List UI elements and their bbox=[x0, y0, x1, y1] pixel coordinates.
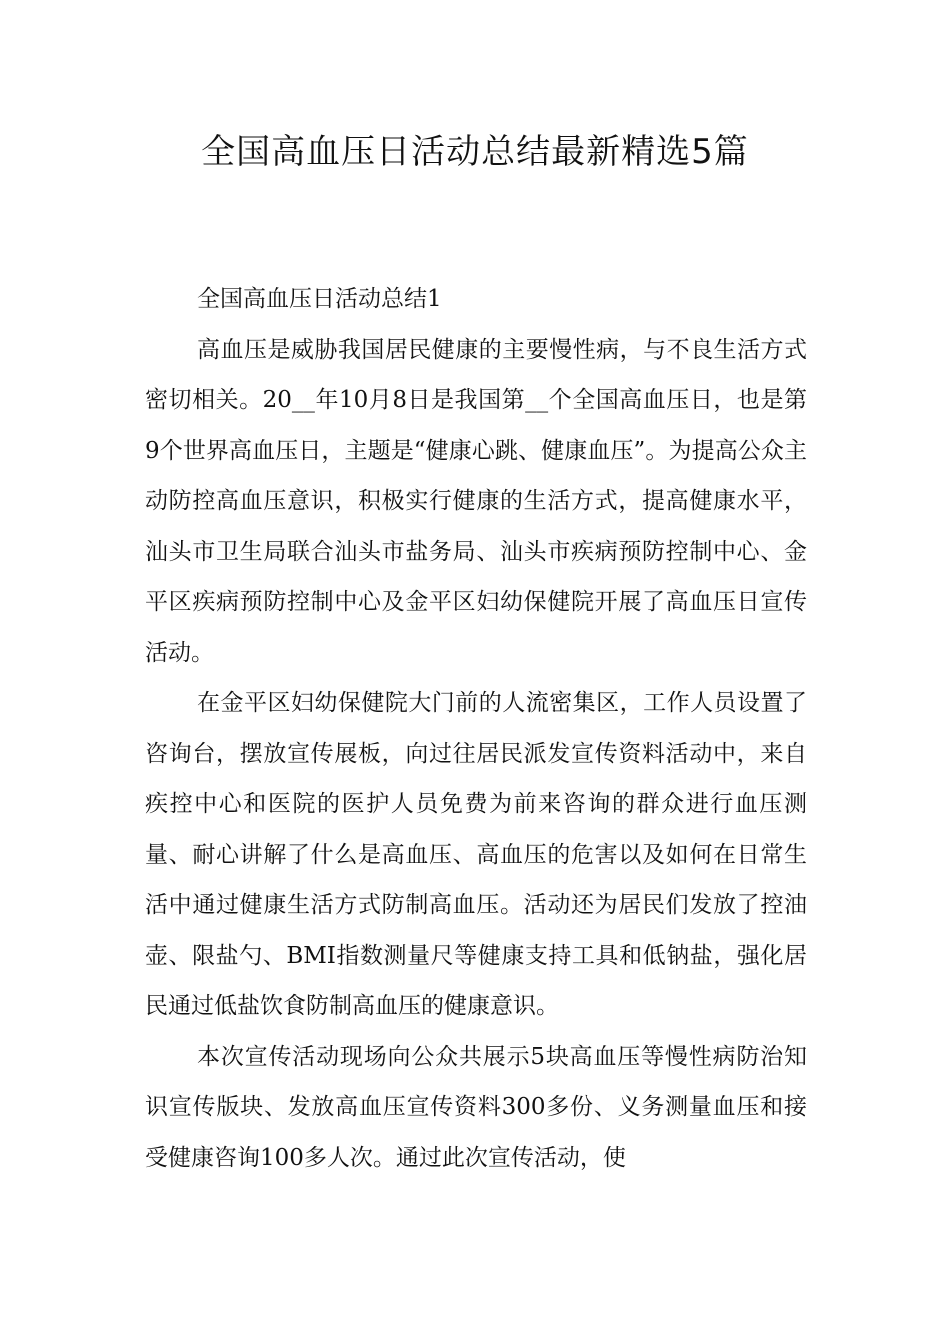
paragraph-1: 高血压是威胁我国居民健康的主要慢性病，与不良生活方式密切相关。20__年10月8日是我国第__个全国高血压日，也是第9个世界高血压日，主题是“健康心跳、健康血压”。为提高公众主动防控高血压意识，积极实行健康的生活方式，提高健康水平，汕头市卫生局联合汕头市盐务局、汕头市疾病预防控制中心、金平区疾病预防控制中心及金平区妇幼保健院开展了高血压日宣传活动。 bbox=[145, 336, 807, 666]
paragraph-2: 在金平区妇幼保健院大门前的人流密集区，工作人员设置了咨询台，摆放宣传展板，向过往居民派发宣传资料活动中，来自疾控中心和医院的医护人员免费为前来咨询的群众进行血压测量、耐心讲解了什么是高血压、高血压的危害以及如何在日常生活中通过健康生活方式防制高血压。活动还为居民们发放了控油壶、限盐勺、BMI指数测量尺等健康支持工具和低钠盐，强化居民通过低盐饮食防制高血压的健康意识。 bbox=[145, 690, 807, 1019]
document-title: 全国高血压日活动总结最新精选5篇 bbox=[201, 132, 749, 172]
paragraph-3: 本次宣传活动现场向公众共展示5块高血压等慢性病防治知识宣传版块、发放高血压宣传资料300多份、义务测量血压和接受健康咨询100多人次。通过此次宣传活动，使 bbox=[145, 1043, 807, 1171]
section-heading: 全国高血压日活动总结1 bbox=[197, 286, 442, 312]
document-body bbox=[145, 274, 807, 1183]
